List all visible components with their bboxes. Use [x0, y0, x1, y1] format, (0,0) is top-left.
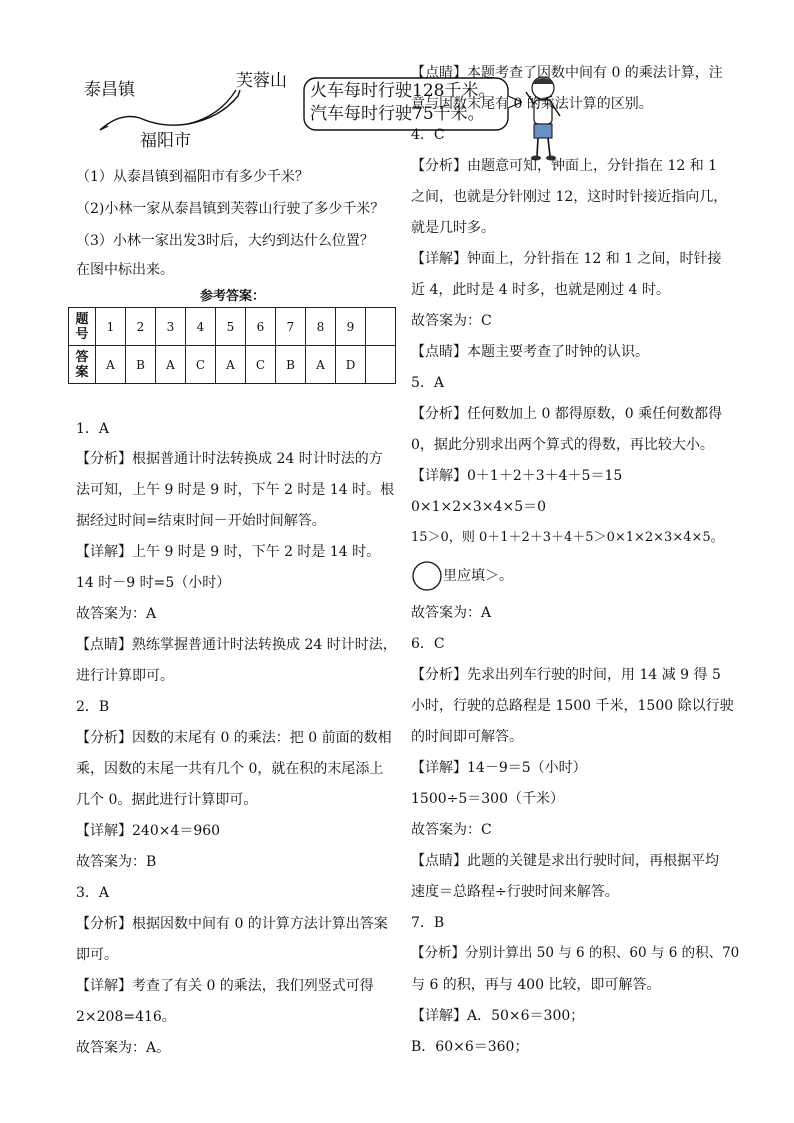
table-cell: 2 [126, 308, 156, 346]
row-header-answers: 答 案 [69, 346, 96, 384]
text-line: 故答案为：A。 [76, 1040, 171, 1056]
city-fuyang-label: 福阳市 [140, 131, 191, 151]
text-line: 7．B [411, 915, 445, 931]
table-cell [366, 346, 396, 384]
child-figure-icon [523, 72, 565, 162]
table-cell: B [126, 346, 156, 384]
text-line: 6．C [411, 636, 445, 652]
table-cell: C [246, 346, 276, 384]
table-cell: 6 [246, 308, 276, 346]
row-header-numbers: 题 号 [69, 308, 96, 346]
table-row-numbers [69, 308, 396, 346]
text-line: 【详解】考查了有关 0 的乘法，我们列竖式可得 [76, 978, 374, 994]
text-line: B．60×6＝360； [411, 1039, 529, 1055]
text-line: 0，据此分别求出两个算式的得数，再比较大小。 [411, 437, 714, 453]
text-line: 近 4，此时是 4 时多，也就是刚过 4 时。 [411, 282, 670, 298]
text-line: 之间，也就是分针刚过 12，这时时针接近指向几， [411, 189, 728, 205]
text-line: 故答案为：B [76, 854, 157, 870]
route-right-branch [188, 90, 236, 124]
text-line: 0×1×2×3×4×5＝0 [411, 499, 547, 515]
table-cell: A [156, 346, 186, 384]
text-line: 2×208=416。 [76, 1009, 176, 1025]
text-line: 故答案为：A [76, 606, 157, 622]
text-line: 据经过时间=结束时间－开始时间解答。 [76, 513, 326, 529]
text-line: 15＞0，则 0＋1＋2＋3＋4＋5＞0×1×2×3×4×5。 [411, 530, 724, 545]
table-cell: 5 [216, 308, 246, 346]
text-line: 就是几时多。 [411, 220, 495, 236]
text-line: 即可。 [76, 947, 118, 963]
text-line: 的时间即可解答。 [411, 729, 523, 745]
text-line: 【分析】因数的末尾有 0 的乘法：把 0 前面的数相 [76, 730, 392, 746]
table-cell: 4 [186, 308, 216, 346]
text-line: 故答案为：C [411, 822, 492, 838]
text-line: 5．A [411, 375, 445, 391]
text-line: 【分析】根据普通计时法转换成 24 时计时法的方 [76, 451, 383, 467]
text-line: 3．A [76, 885, 110, 901]
table-cell: 7 [276, 308, 306, 346]
text-line: 14 时－9 时=5（小时） [76, 575, 231, 591]
text-line: 故答案为：A [411, 605, 492, 621]
text-line: 1500÷5＝300（千米） [411, 791, 564, 807]
text-line: 【分析】先求出列车行驶的时间，用 14 减 9 得 5 [411, 667, 721, 683]
table-cell [366, 308, 396, 346]
table-cell: 9 [336, 308, 366, 346]
text-line: 【分析】由题意可知，钟面上，分针指在 12 和 1 [411, 158, 718, 174]
answer-table [68, 307, 396, 384]
town-taichang-label: 泰昌镇 [84, 80, 135, 100]
text-line: 【点睛】本题主要考查了时钟的认识。 [411, 344, 649, 360]
text-line: 【分析】分别计算出 50 与 6 的积、60 与 6 的积、70 [411, 945, 740, 961]
text-line: 里应填＞。 [443, 568, 513, 584]
bubble-car-text: 汽车每时行驶75千米。 [310, 104, 485, 124]
text-line: 几个 0。据此进行计算即可。 [76, 792, 258, 808]
town-furong-label: 芙蓉山 [236, 71, 287, 91]
text-line: 【分析】根据因数中间有 0 的计算方法计算出答案 [76, 916, 388, 932]
text-line: 小时，行驶的总路程是 1500 千米，1500 除以行驶 [411, 698, 734, 714]
text-line: 1．A [76, 421, 110, 437]
text-line: 【分析】任何数加上 0 都得原数，0 乘任何数都得 [411, 406, 723, 422]
question-2: （2)小林一家从泰昌镇到芙蓉山行驶了多少千米？ [76, 201, 385, 217]
question-3-cont: 在图中标出来。 [76, 262, 174, 278]
table-cell: 3 [156, 308, 186, 346]
text-line: 【详解】上午 9 时是 9 时，下午 2 时是 14 时。 [76, 544, 381, 560]
text-line: 【详解】240×4＝960 [76, 823, 221, 839]
table-cell: D [336, 346, 366, 384]
table-cell: C [186, 346, 216, 384]
text-line: 乘，因数的末尾一共有几个 0，就在积的末尾添上 [76, 761, 384, 777]
text-line: 【点睛】本题考查了因数中间有 0 的乘法计算，注 [411, 65, 723, 81]
text-line: 与 6 的积，再与 400 比较，即可解答。 [411, 977, 661, 993]
question-1: （1）从泰昌镇到福阳市有多少千米？ [76, 169, 309, 185]
text-line: 【点睛】此题的关键是求出行驶时间，再根据平均 [411, 853, 719, 869]
text-line: 【详解】14－9＝5（小时） [411, 760, 587, 776]
answer-table-title: 参考答案： [200, 289, 266, 304]
text-line: 【点睛】熟练掌握普通计时法转换成 24 时计时法， [76, 637, 397, 653]
text-line: 【详解】钟面上，分针指在 12 和 1 之间，时针接 [411, 251, 722, 267]
table-cell: B [276, 346, 306, 384]
table-cell: A [306, 346, 336, 384]
text-line: 意与因数末尾有 0 的乘法计算的区别。 [411, 96, 653, 112]
text-line: 速度＝总路程÷行驶时间来解答。 [411, 884, 619, 900]
bubble-train-text: 火车每时行驶128千米。 [310, 81, 496, 101]
text-line: 2．B [76, 699, 110, 715]
question-3: （3）小林一家出发3时后，大约到达什么位置？ [76, 233, 374, 249]
table-cell: A [216, 346, 246, 384]
text-line: 进行计算即可。 [76, 668, 174, 684]
table-row-answers [69, 346, 396, 384]
table-cell: A [96, 346, 126, 384]
text-line: 【详解】A．50×6＝300； [411, 1008, 585, 1024]
text-line: 4．C [411, 127, 445, 143]
text-line: 【详解】0＋1＋2＋3＋4＋5＝15 [411, 468, 623, 484]
text-line: 故答案为：C [411, 313, 492, 329]
text-line: 法可知，上午 9 时是 9 时，下午 2 时是 14 时。根 [76, 482, 395, 498]
table-cell: 8 [306, 308, 336, 346]
blank-circle-icon [411, 560, 443, 592]
table-cell: 1 [96, 308, 126, 346]
